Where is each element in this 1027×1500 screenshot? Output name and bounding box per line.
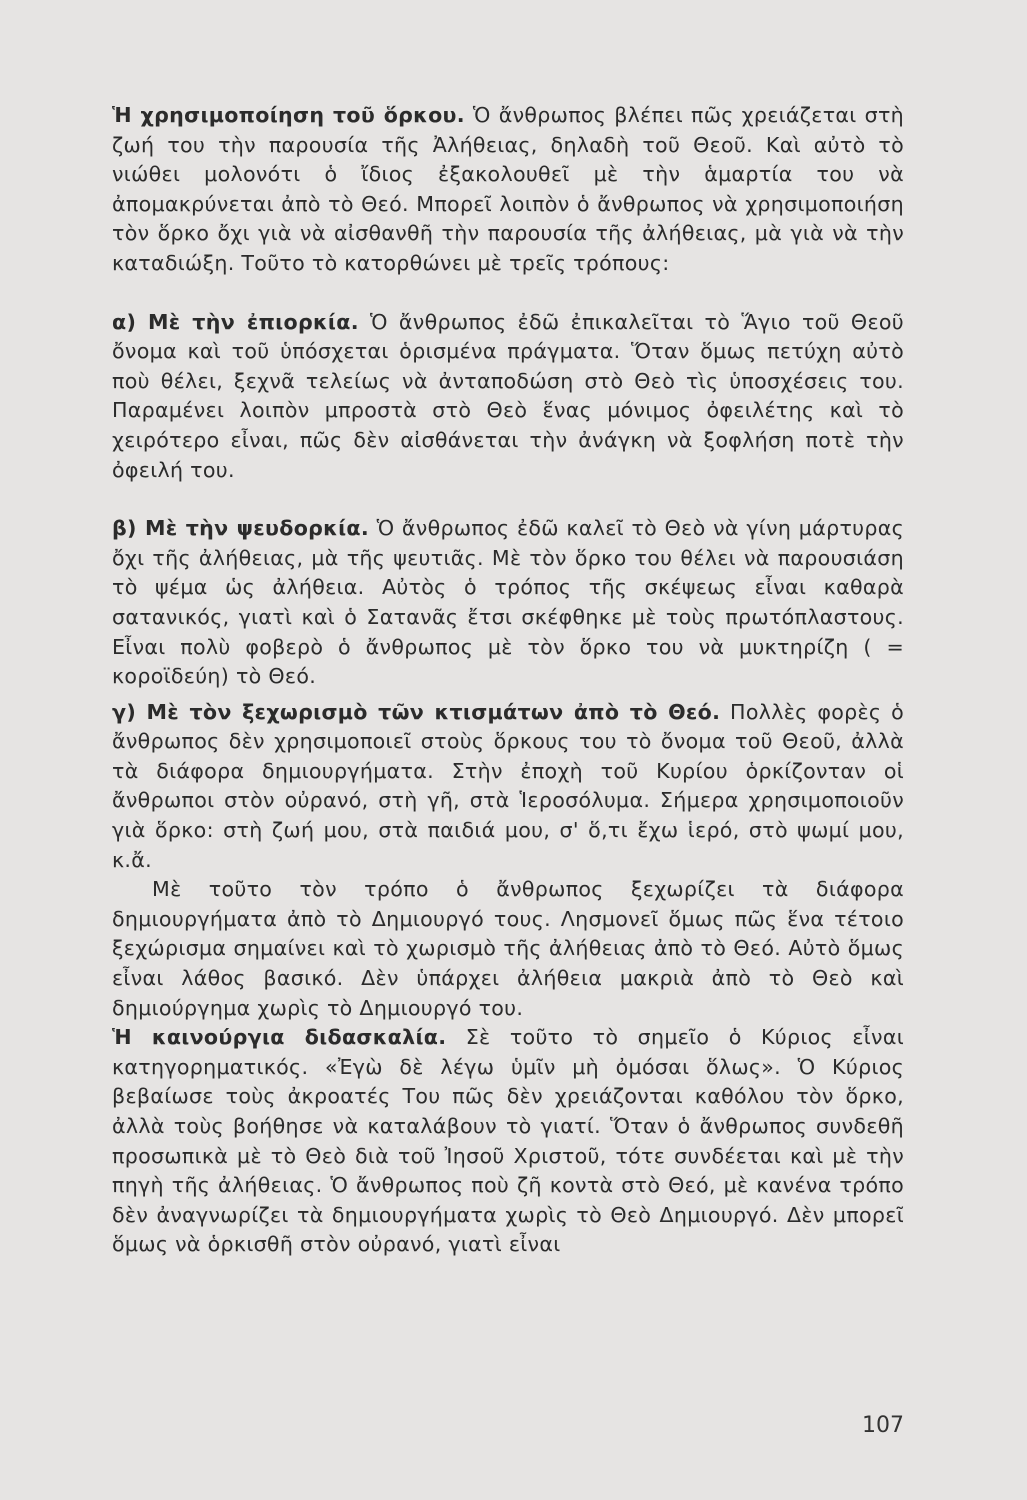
- section-body: Ὁ ἄνθρωπος ἐδῶ ἐπικαλεῖται τὸ Ἅγιο τοῦ Θεοῦ ὄνομα καὶ τοῦ ὑπόσχεται ὁρισμένα πράγματα. Ὅταν ὅμως πετύχη αὐτὸ ποὺ θέλει, ξεχνᾶ τελείως νὰ ἀνταποδώση στὸ Θεὸ τὶς ὑποσχέσεις του. Παραμένει λοιπὸν μπροστὰ στὸ Θεὸ ἕνας μόνιμος ὀφειλέτης καὶ τὸ χειρότερο εἶναι, πῶς δὲν αἰσθάνεται τὴν ἀνάγκη νὰ ξοφλήση ποτὲ τὴν ὀφειλή του.: [112, 309, 904, 482]
- paragraph-false-oath: [112, 514, 904, 692]
- page-text: [112, 101, 904, 1260]
- page-number: 107: [862, 1413, 904, 1438]
- section-body: Ὁ ἄνθρωπος βλέπει πῶς χρειάζεται στὴ ζωή του τὴν παρουσία τῆς Ἀλήθειας, δηλαδὴ τοῦ Θεοῦ. Καὶ αὐτὸ τὸ νιώθει μολονότι ὁ ἴδιος ἐξακολουθεῖ μὲ τὴν ἁμαρτία του νὰ ἀπομακρύνεται ἀπὸ τὸ Θεό. Μπορεῖ λοιπὸν ὁ ἄνθρωπος νὰ χρησιμοποιήση τὸν ὅρκο ὄχι γιὰ νὰ αἰσθανθῆ τὴν παρουσία τῆς ἀλήθειας, μὰ γιὰ νὰ τὴν καταδιώξη. Τοῦτο τὸ κατορθώνει μὲ τρεῖς τρόπους:: [112, 103, 904, 275]
- section-body: Ὁ ἄνθρωπος ἐδῶ καλεῖ τὸ Θεὸ νὰ γίνη μάρτυρας ὄχι τῆς ἀλήθειας, μὰ τῆς ψευτιᾶς. Μὲ τὸν ὅρκο του θέλει νὰ παρουσιάση τὸ ψέμα ὡς ἀλήθεια. Αὐτὸς ὁ τρόπος τῆς σκέψεως εἶναι καθαρὰ σατανικός, γιατὶ καὶ ὁ Σατανᾶς ἔτσι σκέφθηκε μὲ τοὺς πρωτόπλαστους. Εἶναι πολὺ φοβερὸ ὁ ἄνθρωπος μὲ τὸν ὅρκο του νὰ μυκτηρίζη ( = κοροϊδεύη) τὸ Θεό.: [112, 516, 904, 689]
- paragraph-continuation: [112, 875, 904, 1023]
- section-heading: β) Μὲ τὴν ψευδορκία.: [112, 516, 370, 541]
- section-body: Μὲ τοῦτο τὸν τρόπο ὁ ἄνθρωπος ξεχωρίζει τὰ διάφορα δημιουργήματα ἀπὸ τὸ Δημιουργό τους. Λησμονεῖ ὅμως πῶς ἕνα τέτοιο ξεχώρισμα σημαίνει καὶ τὸ χωρισμὸ τῆς ἀλήθειας ἀπὸ τὸ Θεό. Αὐτὸ ὅμως εἶναι λάθος βασικό. Δὲν ὑπάρχει ἀλήθεια μακριὰ ἀπὸ τὸ Θεὸ καὶ δημιούργημα χωρὶς τὸ Δημιουργό του.: [112, 877, 904, 1020]
- paragraph-use-of-oath: [112, 101, 904, 279]
- paragraph-new-teaching: [112, 1023, 904, 1260]
- section-body: Πολλὲς φορὲς ὁ ἄνθρωπος δὲν χρησιμοποιεῖ στοὺς ὅρκους του τὸ ὄνομα τοῦ Θεοῦ, ἀλλὰ τὰ διάφορα δημιουργήματα. Στὴν ἐποχὴ τοῦ Κυρίου ὁρκίζονταν οἱ ἄνθρωποι στὸν οὐρανό, στὴ γῆ, στὰ Ἱεροσόλυμα. Σήμερα χρησιμοποιοῦν γιὰ ὅρκο: στὴ ζωή μου, στὰ παιδιά μου, σ' ὅ,τι ἔχω ἱερό, στὸ ψωμί μου, κ.ἄ.: [112, 699, 904, 872]
- section-heading: Ἡ καινούργια διδασκαλία.: [112, 1025, 447, 1050]
- section-heading: Ἡ χρησιμοποίηση τοῦ ὅρκου.: [112, 103, 465, 127]
- paragraph-perjury: [112, 308, 904, 486]
- paragraph-separation-of-creatures: [112, 698, 904, 876]
- section-heading: γ) Μὲ τὸν ξεχωρισμὸ τῶν κτισμάτων ἀπὸ τὸ Θεό.: [112, 699, 721, 724]
- section-body: Σὲ τοῦτο τὸ σημεῖο ὁ Κύριος εἶναι κατηγορηματικός. «Ἐγὼ δὲ λέγω ὑμῖν μὴ ὀμόσαι ὅλως». Ὁ Κύριος βεβαίωσε τοὺς ἀκροατές Του πῶς δὲν χρειάζονται καθόλου τὸν ὅρκο, ἀλλὰ τοὺς βοήθησε νὰ καταλάβουν τὸ γιατί. Ὅταν ὁ ἄνθρωπος συνδεθῆ προσωπικὰ μὲ τὸ Θεὸ διὰ τοῦ Ἰησοῦ Χριστοῦ, τότε συνδέεται καὶ μὲ τὴν πηγὴ τῆς ἀλήθειας. Ὁ ἄνθρωπος ποὺ ζῆ κοντὰ στὸ Θεό, μὲ κανένα τρόπο δὲν ἀναγνωρίζει τὰ δημιουργήματα χωρὶς τὸ Θεὸ Δημιουργό. Δὲν μπορεῖ ὅμως νὰ ὁρκισθῆ στὸν οὐρανό, γιατὶ εἶναι: [112, 1025, 904, 1257]
- section-heading: α) Μὲ τὴν ἐπιορκία.: [112, 309, 359, 334]
